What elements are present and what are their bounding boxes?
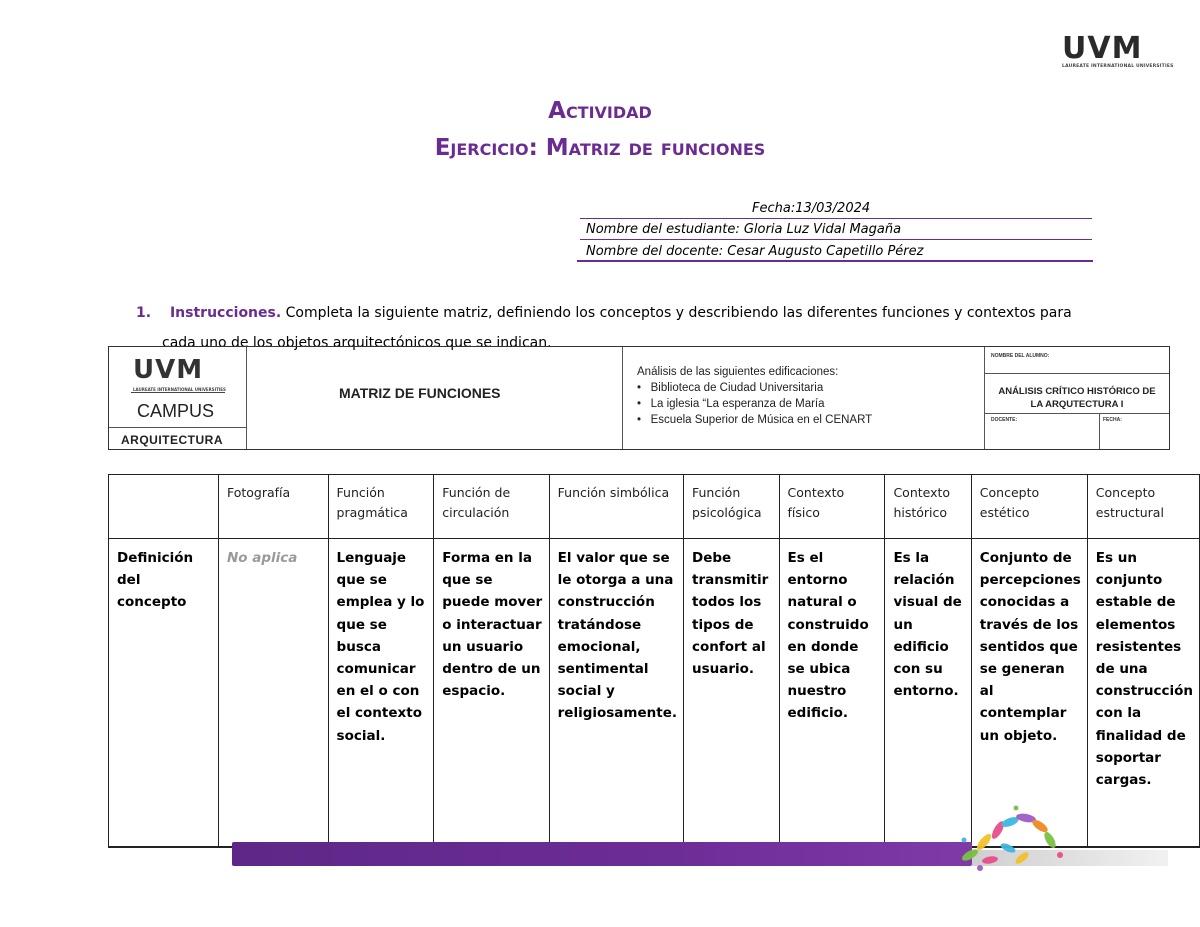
page-title: Actividad <box>548 98 652 124</box>
banner-carrera: ARQUITECTURA <box>121 433 223 447</box>
matrix-header-cell: Fotografía <box>218 475 328 539</box>
page-subtitle: Ejercicio: Matriz de funciones <box>434 135 766 161</box>
teacher-name-field: Nombre del docente: Cesar Augusto Capetillo Pérez <box>586 244 924 259</box>
banner-analisis-cell <box>623 347 985 449</box>
banner-campus: CAMPUS <box>137 401 215 421</box>
matrix-header-cell: Función pragmática <box>328 475 434 539</box>
divider <box>1099 413 1100 449</box>
instructions-number: 1. <box>136 305 152 321</box>
divider <box>985 413 1169 414</box>
student-name-field: Nombre del estudiante: Gloria Luz Vidal Magaña <box>586 222 902 237</box>
banner-logo-cell <box>109 347 247 449</box>
matrix-cell-contexto-fisico: Es el entorno natural o construido en donde se ubica nuestro edificio. <box>779 539 885 847</box>
banner-fecha: FECHA: <box>1103 417 1122 423</box>
fecha-field: Fecha:13/03/2024 <box>752 201 871 216</box>
banner-docente: DOCENTE: <box>991 417 1018 423</box>
matrix-header-cell: Concepto estructural <box>1087 475 1199 539</box>
footer-purple-bar <box>232 842 972 866</box>
matrix-header-cell: Contexto histórico <box>885 475 971 539</box>
instructions-label: Instrucciones. <box>169 305 282 321</box>
matrix-cell-concepto-estetico: Conjunto de percepciones conocidas a través de los sentidos que se generan al contemplar un objeto. <box>971 539 1087 847</box>
matrix-cell-concepto-estructural: Es un conjunto estable de elementos resistentes de una construcción con la finalidad de soportar cargas. <box>1087 539 1199 847</box>
matrix-header-row <box>109 475 1200 539</box>
matrix-header-cell <box>109 475 219 539</box>
banner-analisis-title: Análisis de las siguientes edificaciones: <box>637 366 839 378</box>
divider <box>131 392 225 393</box>
banner-edificacion-item: • Escuela Superior de Música en el CENART <box>637 414 873 426</box>
matrix-cell-circulacion: Forma en la que se puede mover o interactuar un usuario dentro de un espacio. <box>434 539 549 847</box>
divider <box>109 427 247 428</box>
matrix-header-cell: Concepto estético <box>971 475 1087 539</box>
uvm-logo <box>1062 31 1174 76</box>
banner-nombre-alumno: NOMBRE DEL ALUMNO: <box>991 353 1050 359</box>
banner-asignatura: ANÁLISIS CRÍTICO HISTÓRICO DE LA ARQUTECTURA I <box>998 386 1156 410</box>
matrix-cell-contexto-historico: Es la relación visual de un edificio con su entorno. <box>885 539 971 847</box>
floral-decoration-icon <box>950 800 1170 880</box>
banner-matriz-cell <box>247 347 623 449</box>
banner-uvm-tagline: LAUREATE INTERNATIONAL UNIVERSITIES <box>133 387 226 392</box>
matrix-row-label: Definición del concepto <box>109 539 219 847</box>
banner-edificacion-item: • Biblioteca de Ciudad Universitaria <box>637 382 824 394</box>
matrix-header-cell: Función simbólica <box>549 475 683 539</box>
matrix-cell-pragmatica: Lenguaje que se emplea y lo que se busca comunicar en el o con el contexto social. <box>328 539 434 847</box>
divider <box>580 218 1092 219</box>
banner-info-cell <box>985 347 1169 449</box>
divider <box>580 239 1092 240</box>
matrix-cell-fotografia: No aplica <box>218 539 328 847</box>
uvm-logo-letters: UVM <box>1062 31 1143 66</box>
matrix-header-cell: Función de circulación <box>434 475 549 539</box>
matrix-cell-simbolica: El valor que se le otorga a una construcción tratándose emocional, sentimental social y religiosamente. <box>549 539 683 847</box>
matrix-header-cell: Contexto físico <box>779 475 885 539</box>
banner-matriz-title: MATRIZ DE FUNCIONES <box>339 385 501 401</box>
instructions-text-cont: cada uno de los objetos arquitectónicos que se indican. <box>162 335 552 351</box>
matrix-header-cell: Función psicológica <box>683 475 779 539</box>
matrix-cell-psicologica: Debe transmitir todos los tipos de confort al usuario. <box>683 539 779 847</box>
functions-matrix <box>108 474 1200 848</box>
instructions-text: Completa la siguiente matriz, definiendo los conceptos y describiendo las diferentes funciones y contextos para <box>285 305 1072 321</box>
header-banner <box>108 346 1170 450</box>
banner-edificacion-item: • La iglesia “La esperanza de María <box>637 398 825 410</box>
divider <box>985 373 1169 374</box>
divider <box>577 260 1093 262</box>
banner-uvm-logo: UVM <box>133 355 204 385</box>
uvm-logo-tagline: LAUREATE INTERNATIONAL UNIVERSITIES <box>1062 64 1174 69</box>
